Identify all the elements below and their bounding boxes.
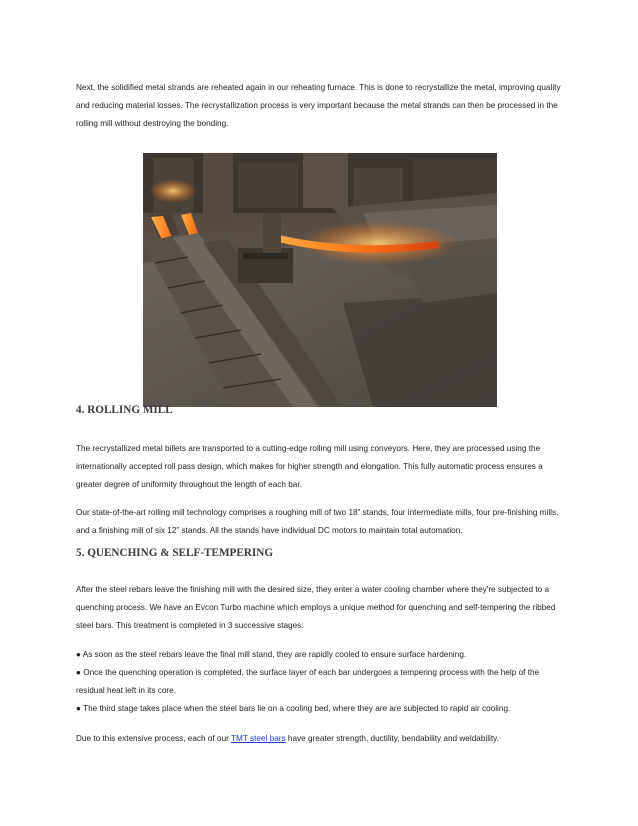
closing-paragraph: [76, 730, 566, 748]
bullet-item-2: ● Once the quenching operation is completed, the surface layer of each bar undergoes a tempering process with the help of the residual heat left in its core.: [76, 668, 540, 695]
intro-paragraph: Next, the solidified metal strands are reheated again in our reheating furnace. This is done to recrystallize the metal, improving quality and reducing material losses. The recrystallization process is very important because the metal strands can then be processed in the rolling mill without destroying the bonding.: [76, 83, 561, 128]
bullet-item-3: ● The third stage takes place when the steel bars lie on a cooling bed, where they are are subjected to rapid air cooling.: [76, 704, 511, 713]
section-4-paragraph-2: Our state-of-the-art rolling mill technology comprises a roughing mill of two 18” stands, four intermediate mills, four pre-finishing mills, and a finishing mill of six 12” stands. All the stands have individual DC motors to maintain total automation.: [76, 508, 559, 535]
section-5-heading: 5. QUENCHING & SELF-TEMPERING: [76, 547, 274, 559]
section-5-bullet-list: [76, 646, 566, 718]
bullet-item-1: ● As soon as the steel rebars leave the final mill stand, they are rapidly cooled to ensure surface hardening.: [76, 650, 467, 659]
tmt-steel-bars-link[interactable]: TMT steel bars: [231, 734, 286, 743]
closing-text-before: Due to this extensive process, each of our: [76, 734, 232, 743]
rolling-mill-illustration: [143, 153, 497, 407]
section-4-heading: 4. ROLLING MILL: [76, 404, 173, 416]
section-4-paragraph-1: The recrystallized metal billets are transported to a cutting-edge rolling mill using conveyors. Here, they are processed using the internationally accepted roll pass design, which makes for higher strength and elongation. This fully automatic process ensures a greater degree of uniformity throughout the length of each bar.: [76, 444, 543, 489]
section-5-paragraph-1: After the steel rebars leave the finishing mill with the desired size, they enter a water cooling chamber where they're subjected to a quenching process. We have an Evcon Turbo machine which employs a unique method for quenching and self-tempering the ribbed steel bars. This treatment is completed in 3 successive stages:: [76, 585, 556, 630]
closing-text-after: have greater strength, ductility, bendability and weldability.: [285, 734, 499, 743]
rolling-mill-photo: [143, 153, 497, 407]
